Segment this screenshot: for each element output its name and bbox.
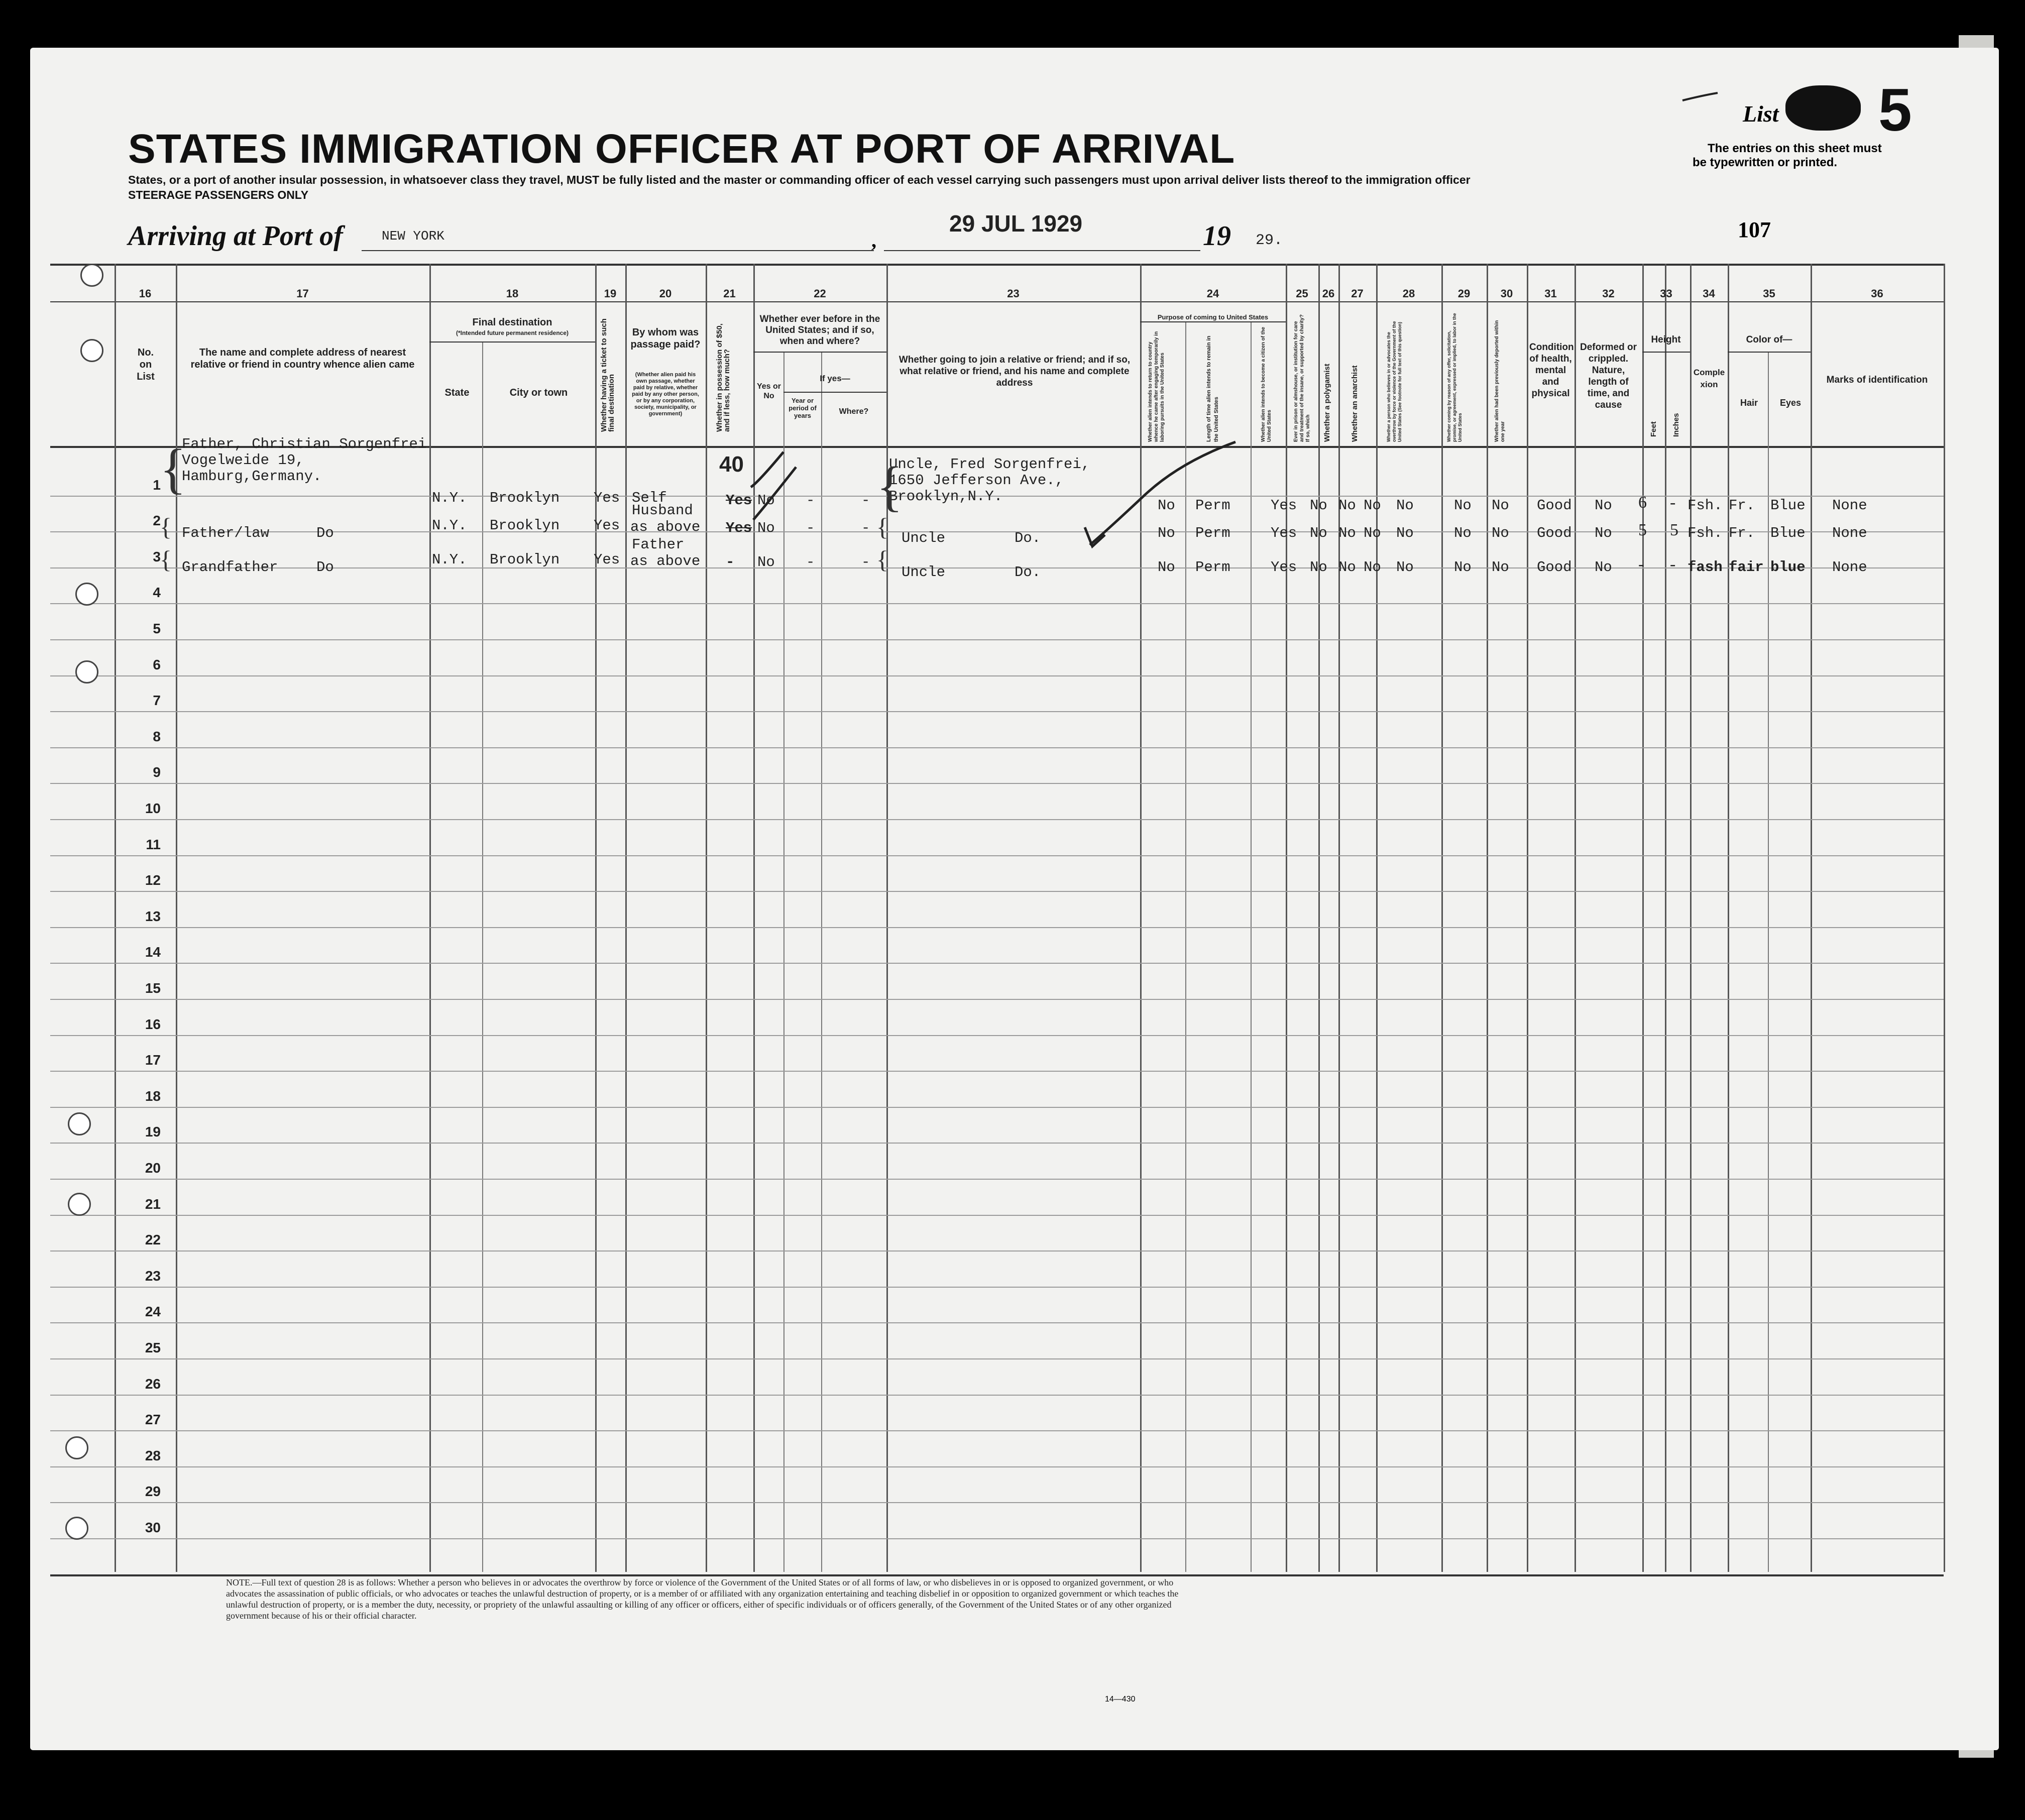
marks-value: None: [1832, 525, 1867, 541]
length-value: Perm: [1195, 559, 1230, 576]
destination-city: Brooklyn: [490, 551, 560, 568]
join-relative-name: Uncle, Fred Sorgenfrei,: [889, 456, 1090, 473]
colnum-16: 16: [139, 287, 152, 300]
grouping-brace: {: [160, 513, 172, 541]
passage-paid-by: Husband: [632, 502, 693, 519]
prison-value: No: [1310, 525, 1327, 541]
where-value: -: [861, 520, 870, 536]
grouping-brace: {: [160, 438, 186, 499]
relative-ditto: Do: [316, 525, 334, 541]
height-feet: 5: [1638, 521, 1647, 539]
ever-before-value: No: [757, 492, 775, 509]
header-labor-offer: Whether coming by reason of any offer, solicitation, promise, or agreement, expressed or implied, to labor in the United States: [1446, 313, 1463, 442]
colnum-33: 33: [1660, 287, 1672, 300]
header-purpose: Purpose of coming to United States: [1157, 313, 1269, 321]
citizen-value: Yes: [1271, 559, 1297, 576]
document-title: STATES IMMIGRATION OFFICER AT PORT OF ARRIVAL: [128, 126, 1235, 172]
header-final-destination-note: (*Intended future permanent residence): [456, 329, 569, 336]
list-note-1: The entries on this sheet must: [1708, 142, 1882, 155]
anarchist-value: No: [1364, 559, 1381, 576]
header-deformed: Deformed or crippled. Nature, length of time, and cause: [1580, 342, 1637, 410]
header-final-destination: Final destination: [472, 317, 552, 328]
money-handwritten: 40: [719, 452, 744, 477]
row-number: 7: [153, 693, 161, 709]
complexion-value: fash: [1688, 559, 1723, 576]
row-number: 29: [145, 1484, 161, 1500]
row-number: 13: [145, 908, 161, 924]
money-value: Yes: [726, 520, 752, 536]
colnum-35: 35: [1763, 287, 1775, 300]
row-number: 5: [153, 621, 161, 636]
row-number: 8: [153, 728, 161, 744]
colnum-26: 26: [1322, 287, 1335, 300]
ever-before-value: No: [757, 554, 775, 571]
row-number: 15: [145, 980, 161, 996]
row-number: 2: [153, 513, 161, 529]
polygamist-value: No: [1338, 497, 1356, 514]
colnum-24: 24: [1206, 287, 1219, 300]
row-number: 23: [145, 1268, 161, 1284]
marks-value: None: [1832, 559, 1867, 576]
row-number: 17: [145, 1052, 161, 1068]
deformed-value: No: [1595, 559, 1612, 576]
header-length-of-stay: Length of time alien intends to remain in the United States: [1206, 335, 1219, 442]
form-code: 14—430: [1105, 1695, 1136, 1703]
relative-ditto: Do: [316, 559, 334, 576]
where-value: -: [861, 554, 870, 571]
header-ever-before: Whether ever before in the United States; and if so, when and where?: [759, 314, 880, 347]
prison-value: No: [1310, 497, 1327, 514]
header-prison-almshouse: Ever in prison or almshouse, or institution for care and treatment of the insane, or supported by charity? If so, which: [1293, 314, 1311, 442]
ticket-value: Yes: [594, 551, 620, 568]
punch-hole: [65, 1436, 88, 1459]
relative-name: Father, Christian Sorgenfrei: [182, 436, 427, 452]
eye-color: blue: [1770, 559, 1806, 576]
header-anarchist: Whether an anarchist: [1351, 365, 1359, 442]
header-polygamist: Whether a polygamist: [1323, 364, 1331, 442]
complexion-value: Fsh.: [1688, 497, 1723, 514]
colnum-22: 22: [814, 287, 826, 300]
destination-state: N.Y.: [432, 490, 467, 506]
hair-color: Fr.: [1729, 497, 1755, 514]
passage-paid-by: Self: [632, 490, 667, 506]
year-value: -: [806, 492, 815, 509]
colnum-20: 20: [659, 287, 672, 300]
colnum-25: 25: [1296, 287, 1308, 300]
subtitle-instructions: States, or a port of another insular possession, in whatsoever class they travel, MUST be fully listed and the master or commanding officer of each vessel carrying such passengers must upon arrival deliver lists thereof to the immigration officer: [128, 173, 1471, 186]
header-city: City or town: [509, 387, 568, 398]
labor-offer-value: No: [1454, 559, 1472, 576]
health-value: Good: [1537, 559, 1572, 576]
citizen-value: Yes: [1271, 497, 1297, 514]
join-relative-ditto: Do.: [1015, 530, 1041, 546]
header-join-relative: Whether going to join a relative or friend; and if so, what relative or friend, and his name and complete address: [898, 355, 1131, 388]
anarchist-value: No: [1364, 525, 1381, 541]
row-number: 30: [145, 1520, 161, 1535]
grouping-brace: {: [876, 513, 888, 541]
header-health: Condition of health, mental and physical: [1529, 342, 1574, 399]
colnum-36: 36: [1871, 287, 1883, 300]
colnum-18: 18: [506, 287, 519, 300]
year-suffix: 29.: [1256, 232, 1283, 249]
return-value: No: [1158, 559, 1175, 576]
year-value: -: [806, 554, 815, 571]
passage-paid-by: Father: [632, 536, 685, 553]
polygamist-value: No: [1338, 559, 1356, 576]
list-note-2: be typewritten or printed.: [1693, 156, 1838, 169]
punch-hole: [80, 264, 103, 287]
height-inches: -: [1670, 493, 1676, 512]
hair-color: Fr.: [1729, 525, 1755, 541]
punch-hole: [68, 1193, 91, 1216]
ticket-value: Yes: [594, 517, 620, 534]
header-deported: Whether alien had been previously deported within one year: [1494, 320, 1506, 442]
destination-state: N.Y.: [432, 517, 467, 534]
header-overthrow: Whether a person who believes in or advocates the overthrow by force or violence of the Government of the United States (See footnote for full text of this question): [1386, 321, 1402, 442]
labor-offer-value: No: [1454, 497, 1472, 514]
row-number: 25: [145, 1340, 161, 1355]
deformed-value: No: [1595, 497, 1612, 514]
height-feet: -: [1638, 555, 1644, 574]
row-number: 16: [145, 1016, 161, 1032]
row-number: 20: [145, 1160, 161, 1176]
row-number: 11: [146, 836, 161, 852]
header-feet: Feet: [1649, 421, 1658, 437]
deported-value: No: [1492, 525, 1509, 541]
grouping-brace: {: [876, 545, 888, 574]
grouping-brace: {: [876, 456, 903, 517]
join-relative-city: Brooklyn,N.Y.: [889, 488, 1003, 505]
header-fifty-dollars: Whether in possession of $50, and if less, how much?: [715, 323, 731, 432]
row-number: 1: [153, 477, 161, 493]
relative-name: Grandfather: [182, 559, 278, 576]
citizen-value: Yes: [1271, 525, 1297, 541]
row-number: 24: [145, 1304, 161, 1320]
deformed-value: No: [1595, 525, 1612, 541]
length-value: Perm: [1195, 525, 1230, 541]
row-number: 6: [153, 656, 161, 672]
colnum-34: 34: [1703, 287, 1715, 300]
colnum-17: 17: [296, 287, 309, 300]
row-number: 12: [145, 872, 161, 888]
list-label: List: [1743, 101, 1779, 127]
ticket-value: Yes: [594, 490, 620, 506]
colnum-28: 28: [1402, 287, 1415, 300]
length-value: Perm: [1195, 497, 1230, 514]
destination-city: Brooklyn: [490, 517, 560, 534]
header-citizen-intent: Whether alien intends to become a citizen of the United States: [1261, 327, 1272, 442]
row-number: 28: [145, 1447, 161, 1463]
passage-paid-by-2: as above: [630, 519, 701, 535]
hair-color: fair: [1729, 559, 1764, 576]
date-stamp: 29 JUL 1929: [949, 210, 1083, 237]
return-value: No: [1158, 497, 1175, 514]
colnum-31: 31: [1544, 287, 1557, 300]
overthrow-value: No: [1396, 525, 1414, 541]
punch-hole: [75, 583, 98, 606]
row-number: 18: [145, 1088, 161, 1104]
marks-value: None: [1832, 497, 1867, 514]
header-no-on-list: No. on List: [137, 347, 155, 382]
eye-color: Blue: [1770, 525, 1806, 541]
row-number: 22: [145, 1232, 161, 1248]
punch-hole: [68, 1112, 91, 1135]
punch-hole: [80, 339, 103, 362]
arriving-label: Arriving at Port of: [128, 220, 343, 252]
colnum-19: 19: [604, 287, 617, 300]
page-number: 107: [1738, 217, 1771, 242]
complexion-value: Fsh.: [1688, 525, 1723, 541]
row-number: 4: [153, 585, 161, 601]
colnum-23: 23: [1007, 287, 1020, 300]
row-number: 19: [145, 1124, 161, 1140]
subtitle-steerage: STEERAGE PASSENGERS ONLY: [128, 188, 309, 201]
header-year-period: Year or period of years: [789, 397, 817, 419]
row-number: 10: [145, 801, 161, 816]
header-if-yes: If yes—: [820, 374, 850, 383]
header-return-intent: Whether alien intends to return to country whence he came after engaging temporarily in laboring pursuits in the United States: [1148, 331, 1165, 442]
colnum-29: 29: [1457, 287, 1471, 300]
header-height: Height: [1651, 334, 1681, 345]
header-inches: Inches: [1672, 413, 1680, 437]
money-value: Yes: [726, 492, 752, 509]
colnum-27: 27: [1351, 287, 1364, 300]
return-value: No: [1158, 525, 1175, 541]
punch-hole: [65, 1517, 88, 1540]
header-where: Where?: [839, 407, 869, 416]
join-relative-name: Uncle: [902, 530, 946, 546]
health-value: Good: [1537, 525, 1572, 541]
header-state: State: [444, 387, 470, 398]
height-inches: 5: [1670, 521, 1678, 539]
labor-offer-value: No: [1454, 525, 1472, 541]
relative-name: Father/law: [182, 525, 270, 541]
port-name: NEW YORK: [382, 229, 444, 244]
destination-state: N.Y.: [432, 551, 467, 568]
row-number: 9: [153, 764, 161, 780]
destination-city: Brooklyn: [490, 490, 560, 506]
header-complexion: Complexion: [1693, 368, 1725, 389]
eye-color: Blue: [1770, 497, 1806, 514]
row-number: 21: [145, 1196, 161, 1212]
header-passage-paid-note: (Whether alien paid his own passage, whether paid by relative, whether paid by any other person, or by any corporation, society, municipality, or government): [632, 372, 699, 417]
row-number: 27: [145, 1412, 161, 1428]
height-feet: 6: [1638, 493, 1647, 512]
row-number: 26: [145, 1376, 161, 1392]
header-ticket: Whether having a ticket to such final destination: [600, 318, 616, 432]
header-hair: Hair: [1740, 398, 1758, 408]
where-value: -: [861, 492, 870, 509]
footnote-question-28: NOTE.—Full text of question 28 is as follows: Whether a person who believes in or advocates the overthrow by force or violence of the Government of the United States or of all forms of law, or who disbelieves in or is opposed to organized government, or who advocates the assassination of public officials, or who advocates or teaches the unlawful destruction of property, or is a member of or affiliated with any organization entertaining and teaching disbelief in or opposition to organized government or which teaches the unlawful destruction of property, or is a member the duty, necessity, or propriety of the unlawful assaulting or killing of any officer or officers, either of specific individuals or of officers generally, of the Government of the United States or of any other organized government because of his or their official character.: [226, 1577, 1179, 1621]
relative-street: Vogelweide 19,: [182, 452, 304, 469]
year-value: -: [806, 520, 815, 536]
year-prefix: 19: [1203, 220, 1231, 252]
header-nearest-relative: The name and complete address of nearest relative or friend in country whence alien came: [190, 347, 415, 370]
prison-value: No: [1310, 559, 1327, 576]
header-color-of: Color of—: [1746, 334, 1792, 345]
money-value: -: [726, 554, 735, 571]
colnum-32: 32: [1602, 287, 1615, 300]
overthrow-value: No: [1396, 497, 1414, 514]
relative-city: Hamburg,Germany.: [182, 468, 322, 485]
join-relative-ditto: Do.: [1015, 564, 1041, 581]
header-yes-or-no: Yes or No: [756, 382, 781, 400]
join-relative-name: Uncle: [902, 564, 946, 581]
row-number: 3: [153, 548, 161, 564]
anarchist-value: No: [1364, 497, 1381, 514]
colnum-21: 21: [723, 287, 736, 300]
overthrow-value: No: [1396, 559, 1414, 576]
join-relative-street: 1650 Jefferson Ave.,: [889, 472, 1064, 489]
list-number: 5: [1878, 76, 1912, 144]
height-inches: -: [1670, 555, 1676, 574]
colnum-30: 30: [1500, 287, 1513, 300]
deported-value: No: [1492, 497, 1509, 514]
punch-hole: [75, 660, 98, 684]
ever-before-value: No: [757, 520, 775, 536]
header-eyes: Eyes: [1779, 398, 1802, 408]
polygamist-value: No: [1338, 525, 1356, 541]
header-marks: Marks of identification: [1826, 375, 1928, 385]
comma-1: ,: [871, 229, 876, 252]
health-value: Good: [1537, 497, 1572, 514]
deported-value: No: [1492, 559, 1509, 576]
header-passage-paid: By whom was passage paid?: [630, 327, 701, 350]
row-number: 14: [145, 944, 161, 960]
passage-paid-by-2: as above: [630, 553, 701, 570]
grouping-brace: {: [160, 545, 172, 574]
